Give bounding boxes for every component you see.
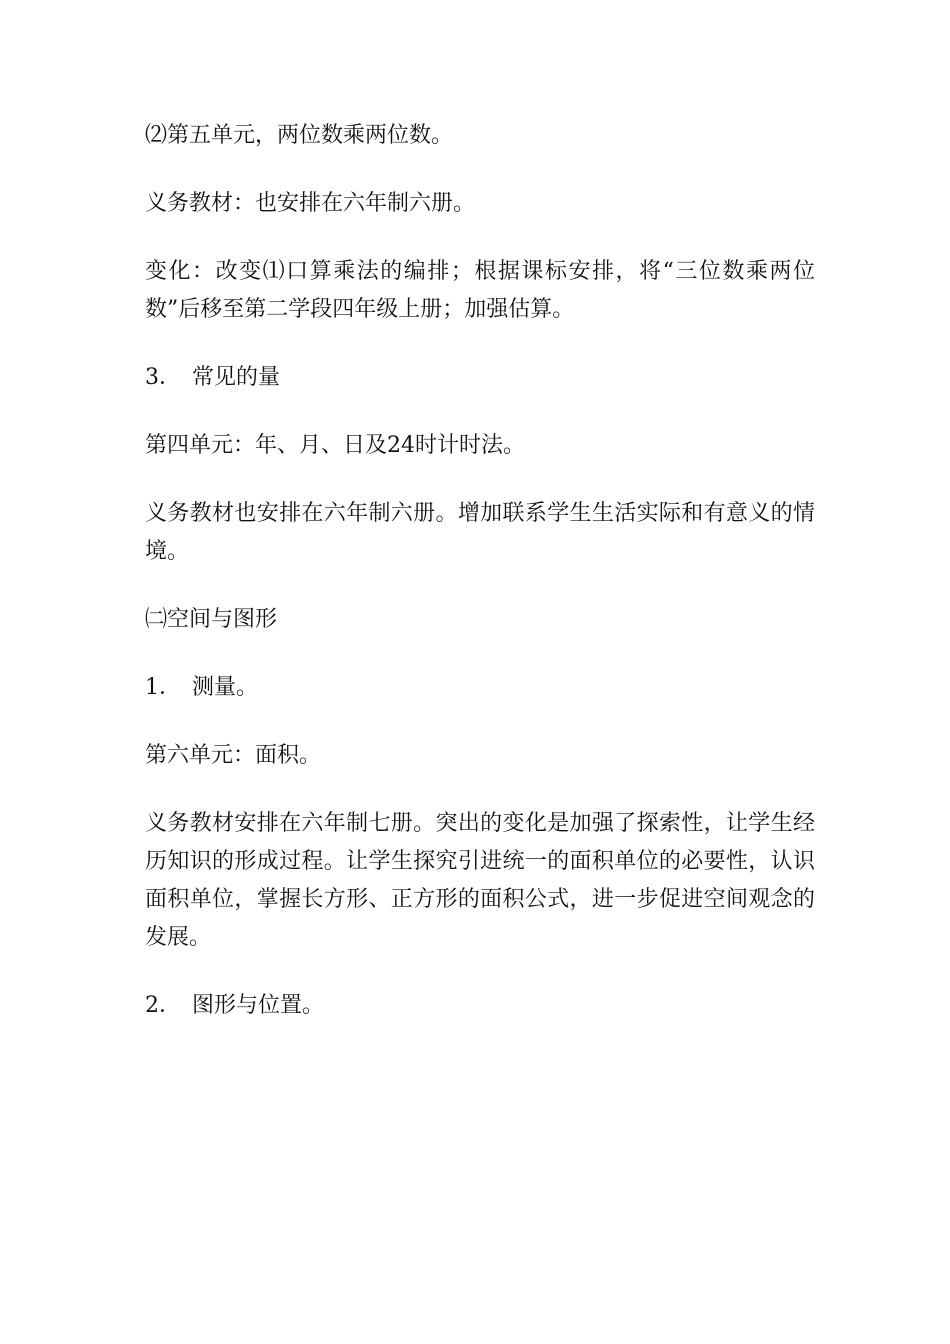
heading-space-and-shapes: ㈡空间与图形 — [145, 607, 278, 632]
paragraph-5: 第四单元：年、月、日及24时计时法。 — [145, 433, 525, 458]
document-body — [145, 117, 815, 1055]
paragraph-10: 义务教材安排在六年制七册。突出的变化是加强了探索性，让学生经历知识的形成过程。让学生探究引进统一的面积单位的必要性，认识面积单位，掌握长方形、正方形的面积公式，进一步促进空间观念的发展。 — [145, 811, 815, 950]
paragraph-6: 义务教材也安排在六年制六册。增加联系学生生活实际和有意义的情境。 — [145, 501, 815, 564]
paragraph-9: 第六单元：面积。 — [145, 743, 322, 768]
heading-common-quantities: 3． 常见的量 — [145, 365, 280, 390]
paragraph-3: 变化：改变⑴口算乘法的编排；根据课标安排，将“三位数乘两位数”后移至第二学段四年级上册；加强估算。 — [145, 259, 815, 322]
paragraph-2: 义务教材：也安排在六年制六册。 — [145, 191, 476, 216]
paragraph-1: ⑵第五单元，两位数乘两位数。 — [145, 123, 454, 148]
heading-shape-and-position: 2． 图形与位置。 — [145, 993, 324, 1018]
heading-measurement: 1． 测量。 — [145, 675, 258, 700]
